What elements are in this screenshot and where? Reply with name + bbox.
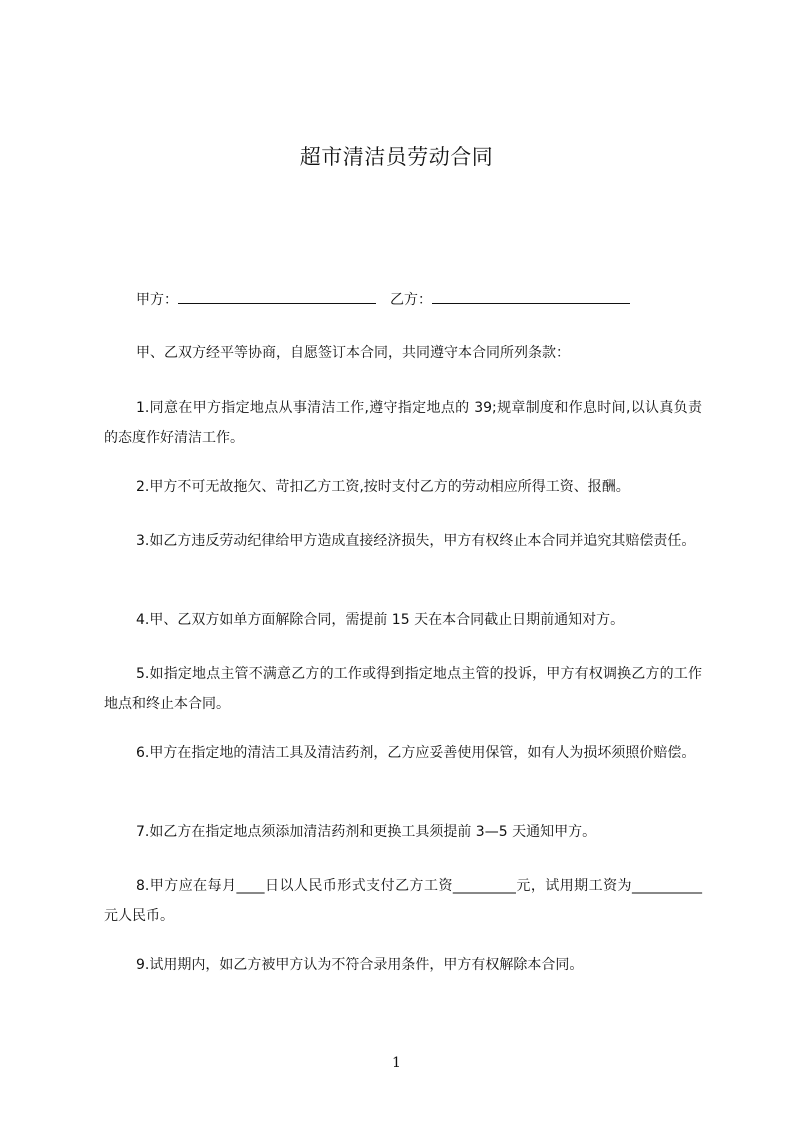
document-title: 超市清洁员劳动合同 <box>299 145 494 169</box>
intro-paragraph: 甲、乙双方经平等协商，自愿签订本合同，共同遵守本合同所列条款： <box>136 345 570 361</box>
party-b-blank <box>432 286 630 304</box>
clause-6: 6.甲方在指定地的清洁工具及清洁药剂，乙方应妥善使用保管，如有人为损坏须照价赔偿。 <box>136 745 696 761</box>
party-b-label: 乙方： <box>390 292 432 308</box>
clause-7: 7.如乙方在指定地点须添加清洁药剂和更换工具须提前 3—5 天通知甲方。 <box>136 824 597 840</box>
page-number: 1 <box>392 1055 401 1071</box>
clause-2: 2.甲方不可无故拖欠、苛扣乙方工资,按时支付乙方的劳动相应所得工资、报酬。 <box>136 479 630 495</box>
party-a-label: 甲方： <box>136 292 178 308</box>
clause-3: 3.如乙方违反劳动纪律给甲方造成直接经济损失，甲方有权终止本合同并追究其赔偿责任。 <box>136 533 696 549</box>
party-signature-line <box>136 286 644 314</box>
party-a-blank <box>178 286 376 304</box>
clause-5: 5.如指定地点主管不满意乙方的工作或得到指定地点主管的投诉，甲方有权调换乙方的工作地点和终止本合同。 <box>104 666 702 712</box>
clause-1: 1.同意在甲方指定地点从事清洁工作,遵守指定地点的 39;规章制度和作息时间,以认真负责的态度作好清洁工作。 <box>104 400 702 446</box>
clause-8: 8.甲方应在每月____日以人民币形式支付乙方工资_________元，试用期工资为__________元人民币。 <box>104 878 702 924</box>
clause-4: 4.甲、乙双方如单方面解除合同，需提前 15 天在本合同截止日期前通知对方。 <box>136 612 625 628</box>
clause-9: 9.试用期内，如乙方被甲方认为不符合录用条件，甲方有权解除本合同。 <box>136 957 584 973</box>
